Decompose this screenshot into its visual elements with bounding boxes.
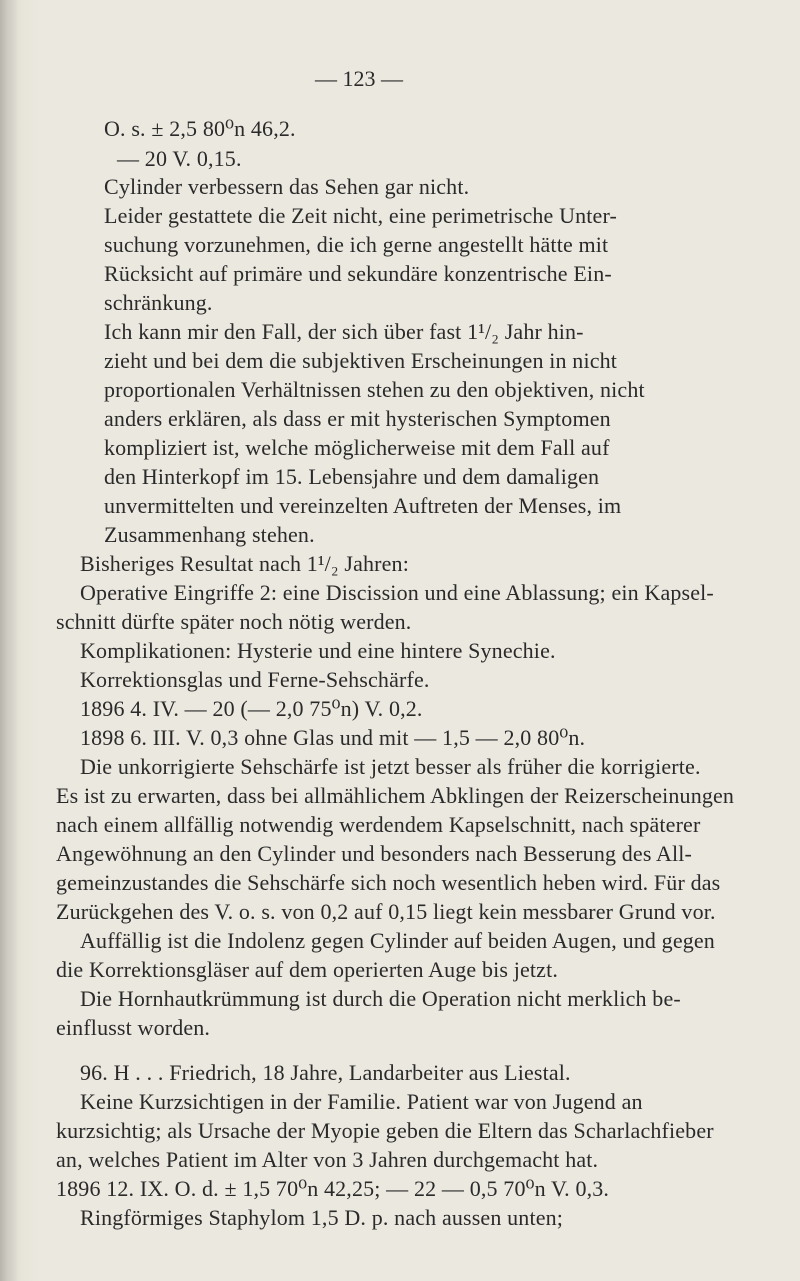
text-line: 1898 6. III. V. 0,3 ohne Glas und mit — 1,5 — 2,0 80⁰n.: [80, 725, 586, 750]
text-line: nach einem allfällig notwendig werdendem Kapselschnitt, nach späterer: [56, 812, 701, 837]
text-line: Auffällig ist die Indolenz gegen Cylinder auf beiden Augen, und gegen: [80, 928, 715, 953]
text-line: an, welches Patient im Alter von 3 Jahren durchgemacht hat.: [56, 1147, 599, 1172]
text-line: zieht und bei dem die subjektiven Erscheinungen in nicht: [104, 348, 618, 373]
text-line: kompliziert ist, welche möglicherweise mit dem Fall auf: [104, 435, 610, 460]
text-line: O. s. ± 2,5 80⁰n 46,2.: [104, 116, 296, 141]
text-line: Es ist zu erwarten, dass bei allmählichem Abklingen der Reizerscheinungen: [56, 783, 735, 808]
text-line: Korrektionsglas und Ferne-Sehschärfe.: [80, 667, 430, 692]
case-heading: 96. H . . . Friedrich, 18 Jahre, Landarbeiter aus Liestal.: [80, 1060, 571, 1085]
text-line: — 20 V. 0,15.: [117, 146, 242, 171]
text-line: Operative Eingriffe 2: eine Discission und eine Ablassung; ein Kapsel-: [80, 580, 714, 605]
text-line: einflusst worden.: [56, 1015, 211, 1040]
text-line: Bisheriges Resultat nach 1¹/₂ Jahren:: [80, 551, 409, 576]
text-line: Komplikationen: Hysterie und eine hintere Synechie.: [80, 638, 556, 663]
page-number: — 123 —: [315, 66, 403, 91]
text-line: Cylinder verbessern das Sehen gar nicht.: [104, 174, 470, 199]
text-line: gemeinzustandes die Sehschärfe sich noch wesentlich heben wird. Für das: [56, 870, 721, 895]
text-line: Ich kann mir den Fall, der sich über fast 1¹/₂ Jahr hin-: [104, 319, 584, 344]
text-line: Zusammenhang stehen.: [104, 522, 315, 547]
text-line: die Korrektionsgläser auf dem operierten Auge bis jetzt.: [56, 957, 559, 982]
text-line: suchung vorzunehmen, die ich gerne angestellt hätte mit: [104, 232, 609, 257]
text-line: proportionalen Verhältnissen stehen zu den objektiven, nicht: [104, 377, 645, 402]
text-line: Ringförmiges Staphylom 1,5 D. p. nach aussen unten;: [80, 1205, 564, 1230]
text-line: schränkung.: [104, 290, 213, 315]
text-line: anders erklären, als dass er mit hysterischen Symptomen: [104, 406, 611, 431]
text-line: Keine Kurzsichtigen in der Familie. Patient war von Jugend an: [80, 1089, 643, 1114]
text-line: Zurückgehen des V. o. s. von 0,2 auf 0,15 liegt kein messbarer Grund vor.: [56, 899, 716, 924]
text-line: den Hinterkopf im 15. Lebensjahre und dem damaligen: [104, 464, 600, 489]
text-line: schnitt dürfte später noch nötig werden.: [56, 609, 412, 634]
text-line: 1896 4. IV. — 20 (— 2,0 75⁰n) V. 0,2.: [80, 696, 423, 721]
text-line: Rücksicht auf primäre und sekundäre konzentrische Ein-: [104, 261, 612, 286]
text-line: kurzsichtig; als Ursache der Myopie geben die Eltern das Scharlachfieber: [56, 1118, 714, 1143]
text-line: unvermittelten und vereinzelten Auftreten der Menses, im: [104, 493, 622, 518]
text-line: Angewöhnung an den Cylinder und besonders nach Besserung des All-: [56, 841, 693, 866]
text-line: Leider gestattete die Zeit nicht, eine perimetrische Unter-: [104, 203, 617, 228]
page-binding-shadow: [0, 0, 18, 1281]
text-line: Die unkorrigierte Sehschärfe ist jetzt besser als früher die korrigierte.: [80, 754, 701, 779]
text-line: 1896 12. IX. O. d. ± 1,5 70⁰n 42,25; — 22 — 0,5 70⁰n V. 0,3.: [56, 1176, 610, 1201]
text-line: Die Hornhautkrümmung ist durch die Operation nicht merklich be-: [80, 986, 681, 1011]
